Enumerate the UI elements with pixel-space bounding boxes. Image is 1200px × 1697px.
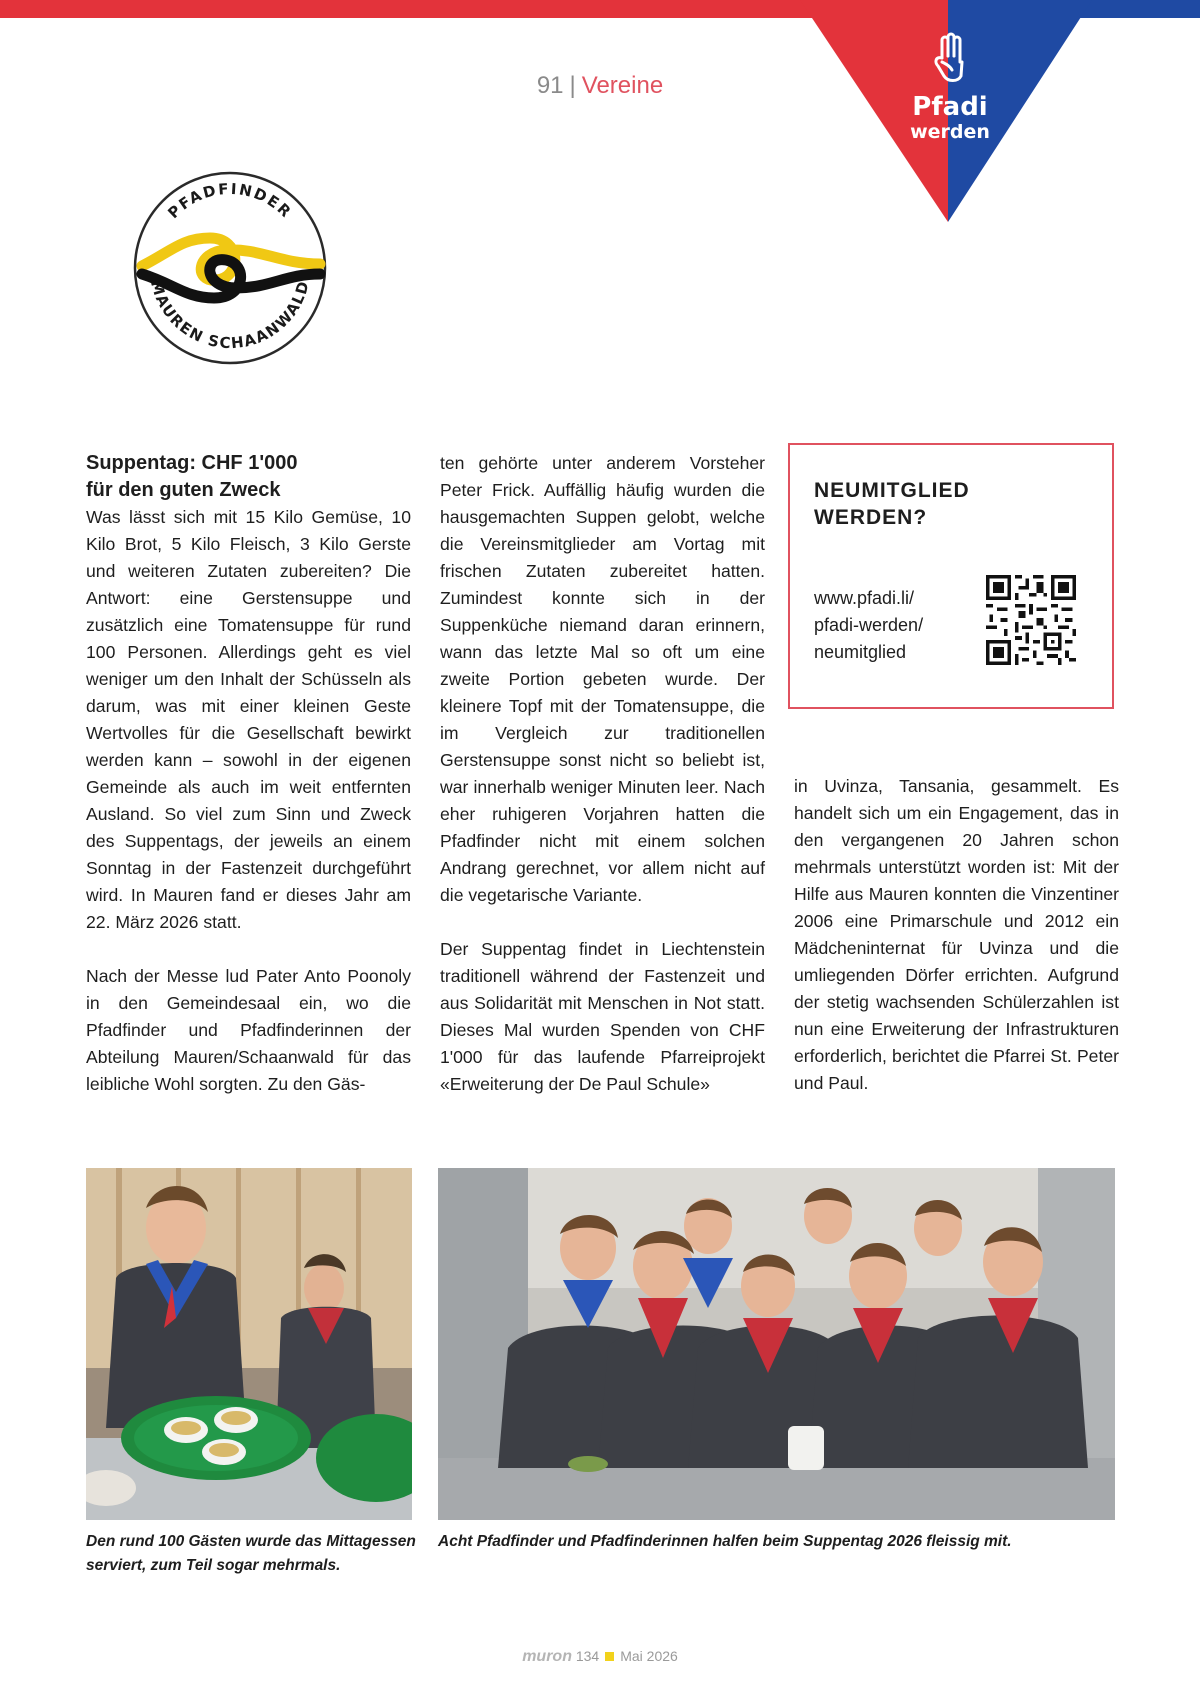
footer-issue: 134: [575, 1648, 600, 1664]
logo-top-text: PFADFINDER: [164, 179, 296, 223]
photo-caption-right: Acht Pfadfinder und Pfadfinderinnen halfen beim Suppentag 2026 fleissig mit.: [438, 1533, 1012, 1550]
logo-bottom-text: MAUREN SCHAANWALD: [146, 278, 313, 353]
pennant-line1: Pfadi: [912, 92, 988, 122]
footer-square-icon: [605, 1652, 614, 1661]
article-column-2: [440, 450, 765, 1098]
paragraph: Der Suppentag findet in Liechtenstein traditionell während der Fastenzeit und aus Solidarität mit Menschen in Not statt. Dieses Mal wurden Spenden von CHF 1'000 für das laufende Pfarreiprojekt «Erweiterung der De Paul Schule»: [440, 939, 765, 1094]
qr-code[interactable]: [986, 575, 1076, 665]
header-separator: |: [569, 72, 576, 99]
headline-line-2: für den guten Zweck: [86, 479, 281, 501]
article-column-3: [794, 773, 1119, 1097]
photo-serving-soup-image: [86, 1168, 412, 1520]
photo-caption-left: Den rund 100 Gästen wurde das Mittagessen serviert, zum Teil sogar mehrmals.: [86, 1533, 416, 1574]
url-line-2: pfadi-werden/: [814, 615, 924, 635]
page-header: [0, 72, 1200, 100]
article-headline: [86, 450, 411, 504]
photo-scout-group-image: [438, 1168, 1115, 1520]
pennant-line2: werden: [910, 121, 990, 143]
page-number: 91: [536, 72, 564, 99]
section-title: Vereine: [581, 72, 664, 99]
paragraph: ten gehörte unter anderem Vorsteher Peter Frick. Auffällig häufig wurden die hausgemachten Suppen gelobt, welche die Vereinsmitglieder am Vortag mit frischen Zutaten zubereitet hatten. Zumindest konnte sich in der Suppenküche niemand daran erinnern, wann das letzte Mal so oft um eine zweite Portion gebeten wurde. Der kleinere Topf mit der Tomatensuppe, die im Vergleich zur traditionellen Gerstensuppe sonst nicht so beliebt ist, war innerhalb weniger Minuten leer. Nach eher ruhigeren Vorjahren hatten die Pfadfinder nicht mit einem solchen Andrang gerechnet, vor allem nicht auf die vegetarische Variante.: [440, 453, 765, 905]
paragraph: Was lässt sich mit 15 Kilo Gemüse, 10 Kilo Brot, 5 Kilo Fleisch, 3 Kilo Gerste und weiteren Zutaten zubereiten? Die Antwort: eine Gerstensuppe und zusätzlich eine Tomatensuppe für rund 100 Personen. Allerdings geht es viel weniger um den Inhalt der Schüsseln als darum, was mit einer kleinen Geste Wertvolles für die Gesellschaft bewirkt werden kann – sowohl in der eigenen Gemeinde als auch im weit entfernten Ausland. So viel zum Sinn und Zweck des Suppentags, der jeweils an einem Sonntag in der Fastenzeit durchgeführt wird. In Mauren fand er dieses Jahr am 22. März 2026 statt.: [86, 507, 411, 932]
photo-scout-group: [438, 1168, 1115, 1520]
paragraph: Nach der Messe lud Pater Anto Poonoly in den Gemeindesaal ein, wo die Pfadfinder und Pfadfinderinnen der Abteilung Mauren/Schaanwald für das leibliche Wohl sorgten. Zu den Gäs-: [86, 966, 411, 1094]
new-member-title-line-1: NEUMITGLIED: [814, 479, 970, 502]
footer-date: Mai 2026: [620, 1648, 678, 1664]
footer-brand: muron: [522, 1648, 572, 1665]
photo-serving-soup: [86, 1168, 412, 1520]
article-column-1: [86, 450, 411, 1098]
pfadfinder-mauren-schaanwald-logo: [130, 168, 330, 368]
url-line-1: www.pfadi.li/: [814, 588, 915, 608]
page-footer: [0, 1648, 1200, 1666]
new-member-title: [814, 477, 1054, 531]
new-member-title-line-2: WERDEN?: [814, 506, 928, 529]
new-member-box: [788, 443, 1114, 709]
new-member-url[interactable]: [814, 585, 984, 666]
headline-line-1: Suppentag: CHF 1'000: [86, 452, 298, 474]
url-line-3: neumitglied: [814, 642, 907, 662]
paragraph: in Uvinza, Tansania, gesammelt. Es handelt sich um ein Engagement, das in den vergangenen 20 Jahren schon mehrmals unterstützt worden ist: Mit der Hilfe aus Mauren konnten die Vinzentiner 2006 eine Primarschule und 2012 ein Mädcheninternat für Uvinza und die umliegenden Dörfer errichten. Aufgrund der stetig wachsenden Schülerzahlen ist nun eine Erweiterung der Infrastrukturen erforderlich, berichtet die Pfarrei St. Peter und Paul.: [794, 776, 1119, 1093]
